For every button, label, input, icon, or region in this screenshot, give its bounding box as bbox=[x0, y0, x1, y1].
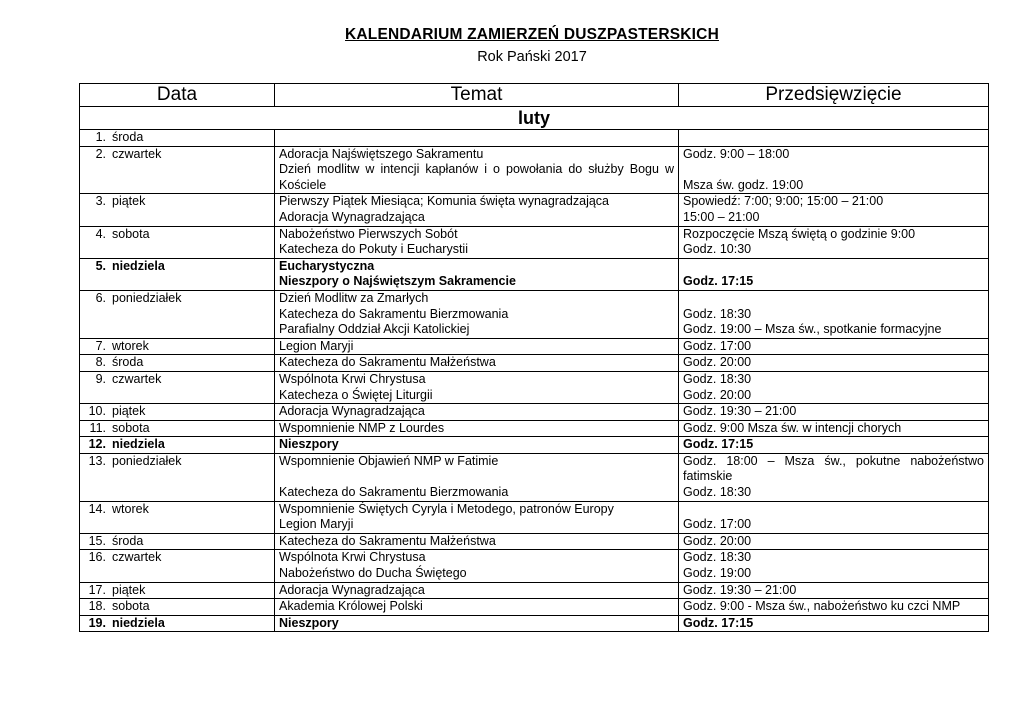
date-cell bbox=[80, 338, 275, 355]
event-line: Spowiedź: 7:00; 9:00; 15:00 – 21:00 bbox=[683, 194, 884, 209]
day-number: 1. bbox=[95, 130, 106, 144]
topic-cell bbox=[275, 582, 679, 599]
event-line: Godz. 9:00 - Msza św., nabożeństwo ku czci NMP bbox=[683, 599, 961, 614]
date-cell bbox=[80, 599, 275, 616]
event-cell bbox=[679, 258, 989, 290]
event-line: Godz. 17:15 bbox=[683, 437, 754, 452]
topic-line: Wspomnienie Świętych Cyryla i Metodego, patronów Europy bbox=[279, 501, 614, 516]
table-row bbox=[80, 130, 989, 147]
event-cell bbox=[679, 338, 989, 355]
header-event: Przedsięwzięcie bbox=[679, 84, 989, 107]
event-cell bbox=[679, 290, 989, 338]
day-number: 14. bbox=[88, 501, 106, 516]
topic-line: Katecheza do Sakramentu Małżeństwa bbox=[279, 355, 496, 370]
date-cell bbox=[80, 453, 275, 501]
date-cell bbox=[80, 533, 275, 550]
day-name: wtorek bbox=[112, 501, 149, 516]
topic-line: Akademia Królowej Polski bbox=[279, 599, 423, 614]
event-line: 15:00 – 21:00 bbox=[683, 209, 760, 224]
day-number: 4. bbox=[95, 226, 106, 241]
day-number: 11. bbox=[89, 420, 106, 435]
table-row bbox=[80, 550, 989, 582]
day-number: 8. bbox=[95, 355, 106, 370]
topic-cell bbox=[275, 615, 679, 632]
day-number: 3. bbox=[95, 194, 106, 209]
topic-cell bbox=[275, 146, 679, 194]
date-cell bbox=[80, 290, 275, 338]
document-subtitle: Rok Pański 2017 bbox=[477, 49, 587, 65]
day-name: piątek bbox=[112, 582, 146, 597]
table-row bbox=[80, 582, 989, 599]
table-row bbox=[80, 599, 989, 616]
event-line: Godz. 18:30 bbox=[683, 550, 752, 565]
topic-cell bbox=[275, 338, 679, 355]
event-line: Godz. 17:00 bbox=[683, 517, 752, 532]
date-cell bbox=[80, 550, 275, 582]
event-line: Godz. 18:30 bbox=[683, 485, 752, 500]
topic-line: Legion Maryji bbox=[279, 517, 354, 532]
table-row bbox=[80, 533, 989, 550]
topic-cell bbox=[275, 371, 679, 403]
table-row bbox=[80, 437, 989, 454]
topic-cell bbox=[275, 453, 679, 501]
day-name: niedziela bbox=[112, 615, 165, 630]
event-cell bbox=[679, 550, 989, 582]
table-row bbox=[80, 290, 989, 338]
day-number: 15. bbox=[88, 533, 106, 548]
day-number: 9. bbox=[95, 371, 106, 386]
day-name: poniedziałek bbox=[112, 290, 182, 305]
event-line: Godz. 9:00 Msza św. w intencji chorych bbox=[683, 420, 902, 435]
topic-cell bbox=[275, 501, 679, 533]
table-row bbox=[80, 258, 989, 290]
topic-line: Katecheza do Sakramentu Bierzmowania bbox=[279, 485, 509, 500]
day-name: wtorek bbox=[112, 338, 149, 353]
day-name: piątek bbox=[112, 194, 146, 209]
date-cell bbox=[80, 420, 275, 437]
topic-cell bbox=[275, 599, 679, 616]
event-cell bbox=[679, 437, 989, 454]
topic-line: Nabożeństwo do Ducha Świętego bbox=[279, 566, 467, 581]
event-cell bbox=[679, 355, 989, 372]
event-cell bbox=[679, 194, 989, 226]
event-line: Msza św. godz. 19:00 bbox=[683, 177, 804, 192]
topic-cell bbox=[275, 258, 679, 290]
event-line: Godz. 17:00 bbox=[683, 338, 752, 353]
day-number: 18. bbox=[88, 599, 106, 614]
topic-cell bbox=[275, 404, 679, 421]
event-cell bbox=[679, 420, 989, 437]
event-line: Godz. 19:00 bbox=[683, 566, 752, 581]
topic-cell bbox=[275, 437, 679, 454]
event-line: Godz. 18:30 bbox=[683, 371, 752, 386]
topic-line: Legion Maryji bbox=[279, 338, 354, 353]
month-label: luty bbox=[80, 107, 989, 130]
event-line: Godz. 17:15 bbox=[683, 274, 754, 289]
event-line: Godz. 9:00 – 18:00 bbox=[683, 146, 790, 161]
date-cell bbox=[80, 404, 275, 421]
day-number: 13. bbox=[88, 453, 106, 468]
table-row bbox=[80, 355, 989, 372]
event-cell bbox=[679, 533, 989, 550]
day-number: 10. bbox=[88, 404, 106, 419]
topic-line: Eucharystyczna bbox=[279, 258, 375, 273]
topic-line: Katecheza do Pokuty i Eucharystii bbox=[279, 242, 468, 257]
day-name: czwartek bbox=[112, 146, 162, 161]
day-name: środa bbox=[112, 130, 144, 144]
event-line: Godz. 19:30 – 21:00 bbox=[683, 404, 797, 419]
topic-line: Wspólnota Krwi Chrystusa bbox=[279, 371, 426, 386]
event-cell bbox=[679, 371, 989, 403]
day-name: czwartek bbox=[112, 371, 162, 386]
table-row bbox=[80, 404, 989, 421]
topic-line: Nieszpory bbox=[279, 437, 339, 452]
event-line: Godz. 10:30 bbox=[683, 242, 752, 257]
topic-line: Pierwszy Piątek Miesiąca; Komunia święta wynagradzająca bbox=[279, 194, 610, 209]
day-name: niedziela bbox=[112, 437, 165, 452]
month-row bbox=[80, 107, 989, 130]
date-cell bbox=[80, 258, 275, 290]
table-row bbox=[80, 194, 989, 226]
event-line: Godz. 20:00 bbox=[683, 355, 752, 370]
event-cell bbox=[679, 599, 989, 616]
date-cell bbox=[80, 582, 275, 599]
topic-cell bbox=[275, 550, 679, 582]
topic-line: Wspomnienie NMP z Lourdes bbox=[279, 420, 445, 435]
day-name: niedziela bbox=[112, 258, 165, 273]
day-number: 16. bbox=[88, 550, 106, 565]
date-cell bbox=[80, 194, 275, 226]
event-line: Godz. 17:15 bbox=[683, 615, 754, 630]
topic-line: Wspólnota Krwi Chrystusa bbox=[279, 550, 426, 565]
event-line: Godz. 18:00 – Msza św., pokutne nabożeństwo fatimskie bbox=[683, 453, 984, 484]
day-name: piątek bbox=[112, 404, 146, 419]
table-row bbox=[80, 453, 989, 501]
date-cell bbox=[80, 355, 275, 372]
topic-line: Adoracja Wynagradzająca bbox=[279, 404, 425, 419]
event-cell bbox=[679, 453, 989, 501]
event-line: Godz. 20:00 bbox=[683, 387, 752, 402]
day-name: środa bbox=[112, 533, 144, 548]
topic-line: Nabożeństwo Pierwszych Sobót bbox=[279, 226, 458, 241]
event-cell bbox=[679, 615, 989, 632]
day-number: 17. bbox=[88, 582, 106, 597]
topic-line: Nieszpory o Najświętszym Sakramencie bbox=[279, 274, 516, 289]
day-number: 6. bbox=[95, 290, 106, 305]
topic-line: Wspomnienie Objawień NMP w Fatimie bbox=[279, 453, 499, 468]
document-title: KALENDARIUM ZAMIERZEŃ DUSZPASTERSKICH bbox=[345, 26, 719, 43]
topic-line: Nieszpory bbox=[279, 615, 339, 630]
topic-line: Parafialny Oddział Akcji Katolickiej bbox=[279, 322, 470, 337]
table-row bbox=[80, 420, 989, 437]
header-date: Data bbox=[80, 84, 275, 107]
date-cell bbox=[80, 501, 275, 533]
table-row bbox=[80, 338, 989, 355]
event-line: Godz. 18:30 bbox=[683, 306, 752, 321]
table-row bbox=[80, 226, 989, 258]
event-line: Godz. 19:30 – 21:00 bbox=[683, 582, 797, 597]
event-line: Godz. 20:00 bbox=[683, 533, 752, 548]
day-name: sobota bbox=[112, 226, 150, 241]
event-cell bbox=[679, 404, 989, 421]
day-number: 7. bbox=[95, 338, 106, 353]
topic-line: Dzień modlitw w intencji kapłanów i o powołania do służby Bogu w Kościele bbox=[279, 162, 674, 192]
day-number: 19. bbox=[88, 615, 106, 630]
topic-cell bbox=[275, 194, 679, 226]
topic-line: Adoracja Wynagradzająca bbox=[279, 209, 425, 224]
date-cell bbox=[80, 226, 275, 258]
header-row bbox=[80, 84, 989, 107]
topic-cell bbox=[275, 226, 679, 258]
calendar-table bbox=[79, 83, 989, 632]
topic-cell bbox=[275, 533, 679, 550]
topic-line: Katecheza do Sakramentu Bierzmowania bbox=[279, 306, 509, 321]
table-row bbox=[80, 501, 989, 533]
date-cell bbox=[80, 146, 275, 194]
day-name: środa bbox=[112, 355, 144, 370]
day-name: sobota bbox=[112, 599, 150, 614]
day-name: czwartek bbox=[112, 550, 162, 565]
event-cell bbox=[679, 226, 989, 258]
topic-cell bbox=[275, 420, 679, 437]
date-cell bbox=[80, 615, 275, 632]
event-line: Godz. 19:00 – Msza św., spotkanie formacyjne bbox=[683, 322, 942, 337]
day-name: poniedziałek bbox=[112, 453, 182, 468]
topic-cell bbox=[275, 355, 679, 372]
topic-line: Adoracja Najświętszego Sakramentu bbox=[279, 146, 484, 161]
day-number: 2. bbox=[95, 146, 106, 161]
table-row bbox=[80, 615, 989, 632]
day-number: 5. bbox=[95, 258, 106, 273]
day-number: 12. bbox=[88, 437, 106, 452]
header-topic: Temat bbox=[275, 84, 679, 107]
date-cell bbox=[80, 130, 275, 147]
topic-line: Adoracja Wynagradzająca bbox=[279, 582, 425, 597]
topic-cell bbox=[275, 290, 679, 338]
event-cell bbox=[679, 582, 989, 599]
event-cell bbox=[679, 501, 989, 533]
topic-line: Katecheza o Świętej Liturgii bbox=[279, 387, 433, 402]
event-cell bbox=[679, 130, 989, 147]
event-line: Rozpoczęcie Mszą świętą o godzinie 9:00 bbox=[683, 226, 916, 241]
topic-line: Katecheza do Sakramentu Małżeństwa bbox=[279, 533, 496, 548]
table-row bbox=[80, 146, 989, 194]
table-row bbox=[80, 371, 989, 403]
day-name: sobota bbox=[112, 420, 150, 435]
date-cell bbox=[80, 437, 275, 454]
topic-line: Dzień Modlitw za Zmarłych bbox=[279, 290, 429, 305]
event-cell bbox=[679, 146, 989, 194]
topic-cell bbox=[275, 130, 679, 147]
date-cell bbox=[80, 371, 275, 403]
